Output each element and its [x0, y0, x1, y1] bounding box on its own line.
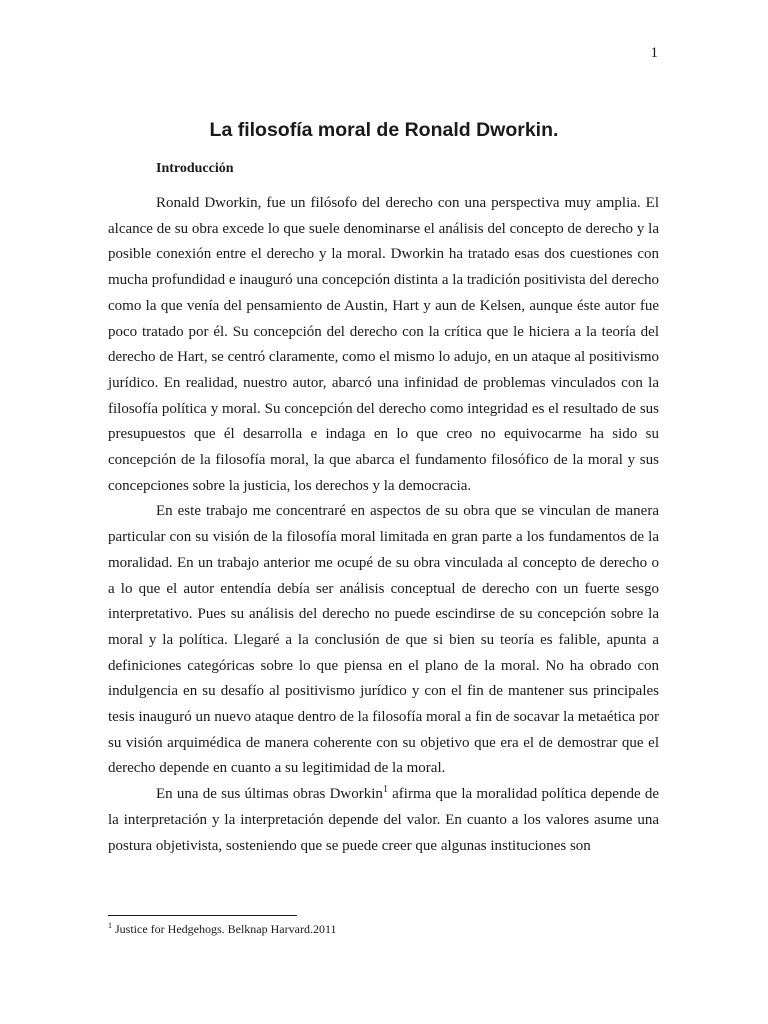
footnote-marker: 1 — [108, 921, 112, 930]
paragraph-2: En este trabajo me concentraré en aspectos de su obra que se vinculan de manera particular con su visión de la filosofía moral limitada en gran parte a los fundamentos de la moralidad. En un trabajo anterior me ocupé de su obra vinculada al concepto de derecho o a lo que el autor entendía debía ser análisis conceptual de derecho con un fuerte sesgo interpretativo. Pues su análisis del derecho no puede escindirse de su concepción sobre la moral y la política. Llegaré a la conclusión de que si bien su teoría es falible, apunta a definiciones categóricas sobre lo que piensa en el plano de la moral. No ha obrado con indulgencia en su desafío al positivismo jurídico y con el fin de mantener sus principales tesis inauguró un nuevo ataque dentro de la filosofía moral a fin de socavar la metaética por su visión arquimédica de manera coherente con su objetivo que era el de demostrar que el derecho depende en cuanto a su legitimidad de la moral. — [108, 503, 659, 777]
footnote — [108, 921, 337, 937]
footnote-reference[interactable]: 1 — [382, 784, 388, 796]
page-title: La filosofía moral de Ronald Dworkin. — [209, 119, 559, 141]
body-text — [108, 191, 659, 859]
paragraph-1: Ronald Dworkin, fue un filósofo del derecho con una perspectiva muy amplia. El alcance de su obra excede lo que suele denominarse el análisis del concepto de derecho y la posible conexión entre el derecho y la moral. Dworkin ha tratado esas dos cuestiones con mucha profundidad e inauguró una concepción distinta a la tradición positivista del derecho como la que venía del pensamiento de Austin, Hart y aun de Kelsen, aunque éste autor fue poco tratado por él. Su concepción del derecho con la crítica que le hiciera a la teoría del derecho de Hart, se centró claramente, como el mismo lo adujo, en un ataque al positivismo jurídico. En realidad, nuestro autor, abarcó una infinidad de problemas vinculados con la filosofía política y moral. Su concepción del derecho como integridad es el resultado de sus presupuestos que él desarrolla e indaga en lo que creo no equivocarme ha sido su concepción de la filosofía moral, la que abarca el fundamento filosófico de la moral y sus concepciones sobre la justicia, los derechos y la democracia. — [108, 195, 659, 494]
paragraph-3-lead: En una de sus últimas obras Dworkin — [156, 786, 383, 803]
footnote-separator — [108, 915, 297, 916]
section-heading: Introducción — [156, 161, 234, 176]
page-number: 1 — [650, 45, 658, 61]
paragraph-3 — [108, 782, 659, 859]
footnote-text: Justice for Hedgehogs. Belknap Harvard.2011 — [112, 922, 337, 936]
paragraph-3-rest: afirma que la moralidad política depende de la interpretación y la interpretación depende del valor. En cuanto a los valores asume una postura objetivista, sosteniendo que se puede creer que algunas instituciones son — [108, 786, 659, 854]
